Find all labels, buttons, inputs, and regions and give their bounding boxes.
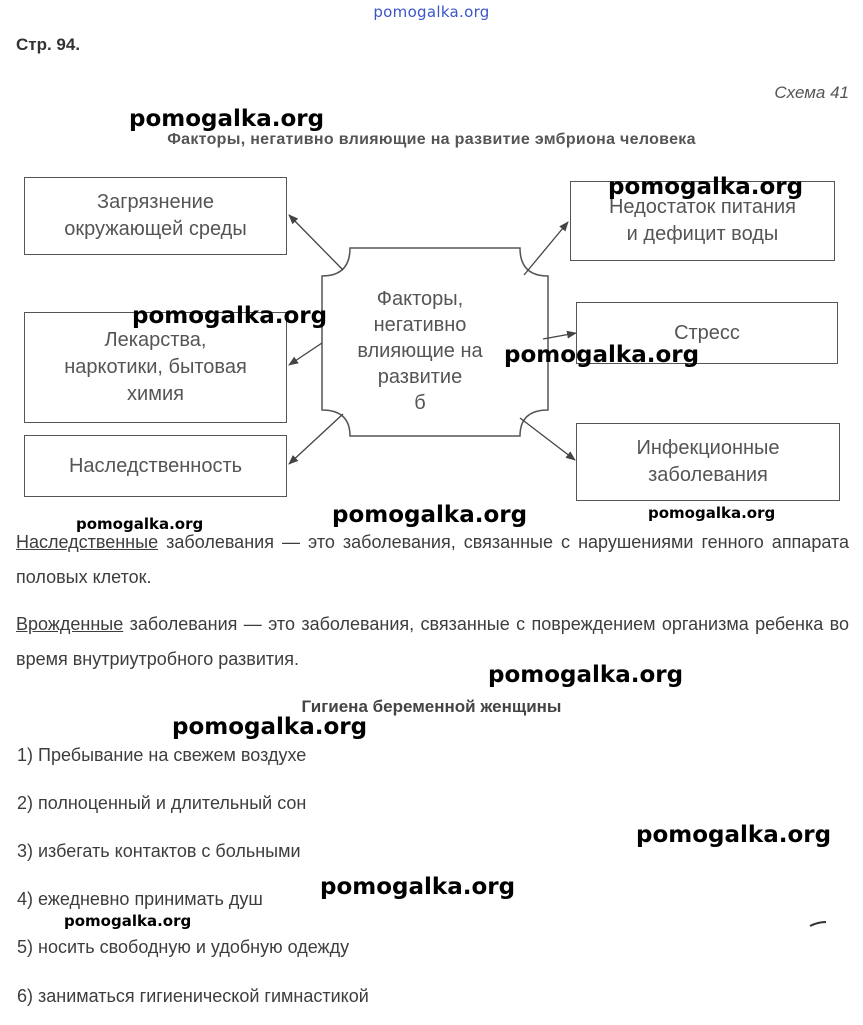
watermark: pomogalka.org (76, 515, 204, 533)
list-item: 2) полноценный и длительный сон (17, 793, 307, 813)
box-stress: Стресс (576, 302, 838, 364)
box-drugs: Лекарства, наркотики, бытовая химия (24, 312, 287, 423)
watermark: pomogalka.org (320, 874, 516, 900)
watermark: pomogalka.org (488, 662, 684, 688)
term-hereditary: Наследственные (16, 532, 159, 552)
page-number: Стр. 94. (16, 35, 81, 54)
watermark: pomogalka.org (172, 714, 368, 740)
watermark: pomogalka.org (132, 303, 328, 329)
box-pollution: Загрязнение окружающей среды (24, 177, 287, 255)
watermark: pomogalka.org (504, 342, 700, 368)
watermark: pomogalka.org (332, 502, 528, 528)
watermark: pomogalka.org (648, 504, 776, 522)
definition-congenital: Врожденные заболевания — это заболевания, связанные с повреждением организма ребенка во время внутриутробного развития. (16, 614, 849, 669)
watermark: pomogalka.org (129, 106, 325, 132)
arrow-to-pollution (289, 215, 343, 270)
watermark: pomogalka.org (636, 822, 832, 848)
scheme-label: Схема 41 (774, 83, 849, 102)
box-heredity: Наследственность (24, 435, 287, 497)
arrow-to-heredity (289, 414, 343, 464)
hygiene-title: Гигиена беременной женщины (301, 697, 562, 716)
term-congenital: Врожденные (16, 614, 124, 634)
center-factors-text: Факторы, негативно влияющие на развитие б (357, 288, 483, 414)
box-infection: Инфекционные заболевания (576, 423, 840, 501)
watermark: pomogalka.org (64, 912, 192, 930)
watermark: pomogalka.org (608, 174, 804, 200)
arrow-to-infection (520, 418, 575, 460)
arrow-to-nutrition (524, 222, 568, 275)
top-watermark: pomogalka.org (373, 3, 490, 21)
list-item: 6) заниматься гигиенической гимнастикой (17, 986, 369, 1006)
diagram-title: Факторы, негативно влияющие на развитие эмбриона человека (167, 131, 696, 148)
arrow-to-drugs (289, 343, 322, 365)
list-item: 5) носить свободную и удобную одежду (17, 937, 350, 957)
stray-mark (810, 922, 826, 926)
box-nutrition: Недостаток питания и дефицит воды (570, 181, 835, 261)
list-item: 4) ежедневно принимать душ (17, 889, 263, 909)
list-item: 3) избегать контактов с больными (17, 841, 301, 861)
list-item: 1) Пребывание на свежем воздухе (17, 745, 307, 765)
definition-hereditary: Наследственные заболевания — это заболевания, связанные с нарушениями генного аппарата половых клеток. (16, 532, 849, 587)
